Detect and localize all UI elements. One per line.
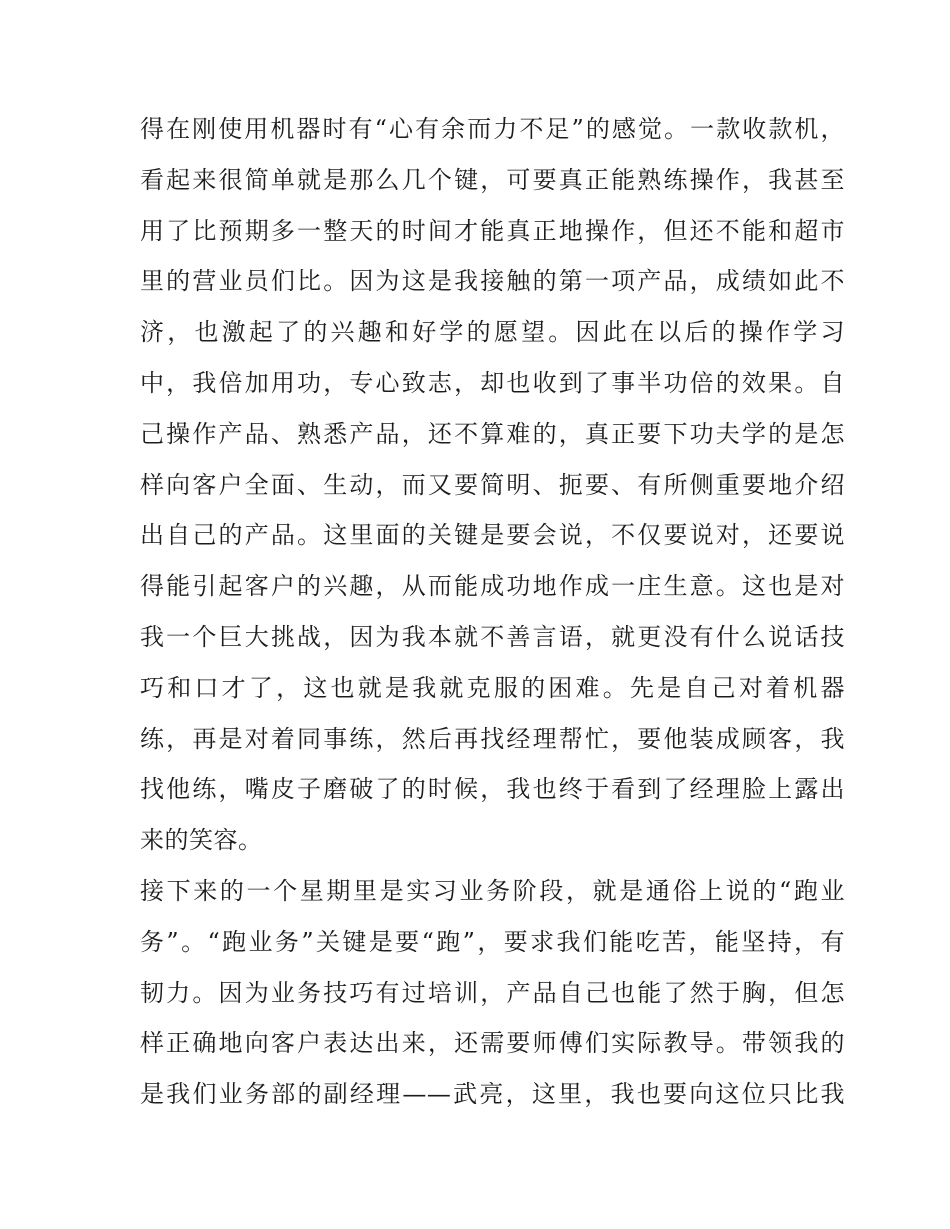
text-line: 来的笑容。 <box>140 826 263 855</box>
text-line: 样正确地向客户表达出来，还需要师傅们实际教导。带领我的 <box>140 1029 845 1058</box>
text-line: 得在刚使用机器时有“心有余而力不足”的感觉。一款收款机， <box>140 115 845 143</box>
text-line: 我一个巨大挑战，因为我本就不善言语，就更没有什么说话技 <box>140 622 845 651</box>
text-line: 里的营业员们比。因为这是我接触的第一项产品，成绩如此不 <box>140 267 845 296</box>
paragraph-1 <box>140 104 845 866</box>
text-line: 出自己的产品。这里面的关键是要会说，不仅要说对，还要说 <box>140 521 845 550</box>
text-line: 找他练，嘴皮子磨破了的时候，我也终于看到了经理脸上露出 <box>140 775 845 804</box>
text-line: 中，我倍加用功，专心致志，却也收到了事半功倍的效果。自 <box>140 368 845 397</box>
text-line: 样向客户全面、生动，而又要简明、扼要、有所侧重要地介绍 <box>140 470 845 499</box>
text-line: 接下来的一个星期里是实习业务阶段，就是通俗上说的“跑业 <box>140 876 845 905</box>
text-line: 务”。“跑业务”关键是要“跑”，要求我们能吃苦，能坚持，有 <box>140 927 845 956</box>
text-line: 己操作产品、熟悉产品，还不算难的，真正要下功夫学的是怎 <box>140 419 845 448</box>
paragraph-2 <box>140 866 845 1120</box>
text-line: 是我们业务部的副经理——武亮，这里，我也要向这位只比我 <box>140 1080 845 1109</box>
text-line: 巧和口才了，这也就是我就克服的困难。先是自己对着机器 <box>140 673 845 702</box>
text-line: 看起来很简单就是那么几个键，可要真正能熟练操作，我甚至 <box>140 165 845 194</box>
text-line: 得能引起客户的兴趣，从而能成功地作成一庄生意。这也是对 <box>140 572 845 601</box>
document-body <box>140 104 845 1120</box>
text-line: 练，再是对着同事练，然后再找经理帮忙，要他装成顾客，我 <box>140 724 845 753</box>
text-line: 济，也激起了的兴趣和好学的愿望。因此在以后的操作学习 <box>140 318 845 347</box>
text-line: 韧力。因为业务技巧有过培训，产品自己也能了然于胸，但怎 <box>140 978 845 1007</box>
text-line: 用了比预期多一整天的时间才能真正地操作，但还不能和超市 <box>140 216 845 245</box>
